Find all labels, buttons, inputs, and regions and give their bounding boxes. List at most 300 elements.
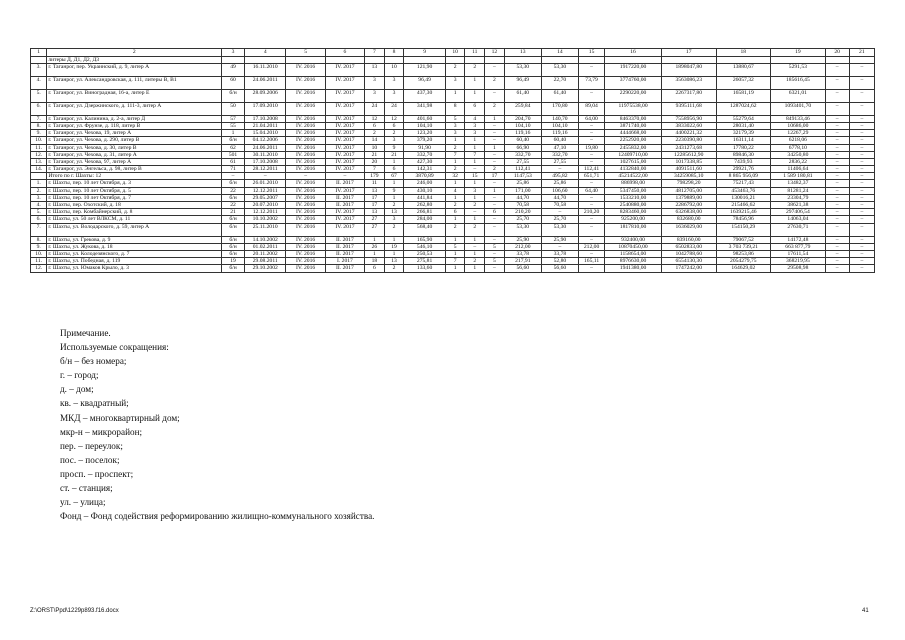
footer-file-path: Z:\ORST\Ppd\1229p893.f16.docx: [30, 608, 119, 614]
address-cell: г. Шахты, ул. Грекова, д. 9: [47, 236, 222, 243]
table-cell: 89,04: [578, 102, 604, 115]
table-cell: [849, 56, 874, 63]
table-cell: 19: [222, 258, 245, 265]
table-cell: 01.02.2011: [244, 243, 285, 250]
table-cell: 19,80: [578, 144, 604, 151]
table-cell: 2: [445, 144, 465, 151]
address-cell: г. Таганрог, ул. Чехова, д. 290, литер В: [47, 137, 222, 144]
table-cell: 3: [465, 187, 485, 194]
table-cell: –: [849, 166, 874, 173]
table-cell: 1042788,60: [661, 250, 716, 257]
table-cell: 53,30: [504, 223, 541, 236]
table-cell: 210,20: [504, 209, 541, 216]
table-cell: IV. 2016: [286, 243, 325, 250]
table-cell: 7: [445, 258, 465, 265]
table-cell: 1917220,00: [605, 63, 662, 76]
table-cell: –: [578, 236, 604, 243]
table-cell: [605, 56, 662, 63]
column-number-header: 4: [244, 49, 285, 57]
table-cell: 70,58: [504, 202, 541, 209]
table-cell: 5: [485, 258, 505, 265]
table-cell: –: [578, 216, 604, 223]
table-cell: 17: [365, 194, 385, 201]
table-cell: 10.10.2002: [244, 216, 285, 223]
table-cell: 17.09.2010: [244, 102, 285, 115]
table-cell: –: [825, 209, 849, 216]
table-cell: 3: [445, 76, 465, 89]
table-cell: 6: [384, 122, 404, 129]
table-cell: IV. 2016: [286, 166, 325, 173]
table-cell: 1747242,00: [661, 265, 716, 272]
table-cell: 1287024,62: [716, 102, 771, 115]
column-number-header: 7: [365, 49, 385, 57]
table-cell: б/н: [222, 194, 245, 201]
table-cell: 7.: [31, 115, 47, 122]
table-cell: 8463370,00: [605, 115, 662, 122]
table-cell: 1: [384, 194, 404, 201]
table-cell: 56,60: [504, 265, 541, 272]
table-cell: 1: [445, 216, 465, 223]
table-cell: 3: [384, 89, 404, 102]
table-cell: 19: [384, 243, 404, 250]
table-cell: 215466,62: [716, 202, 771, 209]
column-number-header: 16: [605, 49, 662, 57]
table-cell: [31, 56, 47, 63]
table-cell: –: [485, 216, 505, 223]
table-cell: [445, 56, 465, 63]
table-cell: 1379889,00: [661, 194, 716, 201]
table-cell: 651,71: [578, 173, 604, 180]
table-cell: 8976630,00: [605, 258, 662, 265]
table-cell: 12409710,00: [605, 151, 662, 158]
table-cell: 61: [222, 158, 245, 165]
table-cell: 10.: [31, 137, 47, 144]
table-cell: 22: [222, 202, 245, 209]
table-cell: –: [485, 151, 505, 158]
column-number-header: 6: [325, 49, 364, 57]
table-cell: 18: [365, 258, 385, 265]
table-cell: –: [485, 236, 505, 243]
table-cell: 10686,00: [771, 122, 826, 129]
table-cell: –: [825, 158, 849, 165]
table-cell: 29.10.2002: [244, 265, 285, 272]
table-cell: IV. 2016: [286, 209, 325, 216]
table-cell: 104,10: [404, 122, 445, 129]
table-cell: 546,10: [404, 243, 445, 250]
table-cell: 64,40: [578, 187, 604, 194]
table-cell: II. 2017: [325, 236, 364, 243]
table-cell: [384, 56, 404, 63]
table-row: [31, 216, 875, 223]
table-cell: –: [578, 151, 604, 158]
table-cell: 6: [485, 209, 505, 216]
address-cell: г. Шахты, ул. 50 лет ВЛКСМ, д. 11: [47, 216, 222, 223]
table-cell: 10: [384, 63, 404, 76]
table-cell: 453463,76: [716, 187, 771, 194]
table-cell: [244, 56, 285, 63]
table-cell: IV. 2017: [325, 151, 364, 158]
table-cell: 130016,21: [716, 194, 771, 201]
table-cell: 1: [222, 130, 245, 137]
table-cell: 7.: [31, 223, 47, 236]
table-row: [31, 180, 875, 187]
table-cell: 57: [222, 115, 245, 122]
table-cell: IV. 2017: [325, 130, 364, 137]
table-cell: 12: [365, 115, 385, 122]
table-cell: 27: [365, 216, 385, 223]
column-number-header: 12: [485, 49, 505, 57]
table-cell: 98253,86: [716, 250, 771, 257]
table-cell: 2: [384, 130, 404, 137]
table-cell: 53,30: [504, 63, 541, 76]
table-cell: 3833022,60: [661, 122, 716, 129]
table-row: [31, 187, 875, 194]
address-cell: Итого по г. Шахты: 12: [47, 173, 222, 180]
table-cell: 1: [465, 216, 485, 223]
address-cell: литеры Д, Д1, Д2, Д3: [47, 56, 222, 63]
table-cell: 17780,22: [716, 144, 771, 151]
table-cell: 3: [384, 137, 404, 144]
column-number-header: 15: [578, 49, 604, 57]
table-cell: –: [578, 202, 604, 209]
table-cell: 8.: [31, 236, 47, 243]
table-cell: –: [541, 243, 578, 250]
data-table: [30, 48, 875, 273]
table-cell: –: [849, 158, 874, 165]
table-cell: 61,40: [504, 89, 541, 102]
table-cell: –: [849, 180, 874, 187]
table-cell: IV. 2017: [325, 137, 364, 144]
table-cell: –: [849, 209, 874, 216]
table-cell: 1: [445, 180, 465, 187]
table-cell: 3: [465, 122, 485, 129]
table-cell: 17.10.2008: [244, 158, 285, 165]
table-cell: 2252920,00: [605, 137, 662, 144]
notes-line: ул. – улица;: [60, 497, 106, 508]
table-cell: 2: [365, 130, 385, 137]
table-cell: 13.: [31, 158, 47, 165]
table-cell: –: [825, 216, 849, 223]
address-cell: г. Шахты, пер. Охотский, д. 18: [47, 202, 222, 209]
table-cell: 2836,22: [771, 158, 826, 165]
table-cell: –: [578, 122, 604, 129]
table-cell: IV. 2017: [325, 209, 364, 216]
table-cell: 13: [384, 209, 404, 216]
table-cell: 1: [465, 76, 485, 89]
table-cell: 1898047,80: [661, 63, 716, 76]
notes-line: б/н – без номера;: [60, 356, 127, 367]
column-number-header: 20: [825, 49, 849, 57]
table-cell: IV. 2016: [286, 158, 325, 165]
table-cell: 1: [384, 180, 404, 187]
column-number-header: 5: [286, 49, 325, 57]
table-cell: IV. 2016: [286, 250, 325, 257]
table-cell: 112,41: [504, 166, 541, 173]
table-cell: –: [578, 63, 604, 76]
table-cell: 14.10.2002: [244, 236, 285, 243]
table-cell: 12267,29: [771, 130, 826, 137]
table-cell: II. 2017: [325, 180, 364, 187]
table-cell: 3: [365, 76, 385, 89]
table-row: [31, 243, 875, 250]
table-cell: 4812705,00: [661, 187, 716, 194]
table-row: [31, 258, 875, 265]
table-cell: 11975538,00: [605, 102, 662, 115]
table-cell: 2230390,80: [661, 137, 716, 144]
table-cell: 12.12.2011: [244, 187, 285, 194]
table-cell: б/н: [222, 236, 245, 243]
table-cell: 246,00: [404, 180, 445, 187]
table-cell: 96,49: [404, 76, 445, 89]
table-cell: 1: [485, 115, 505, 122]
table-cell: 56,60: [541, 265, 578, 272]
address-cell: г. Шахты, пер. Комбайнерский, д. 8: [47, 209, 222, 216]
table-cell: 5: [445, 243, 465, 250]
table-cell: 52,80: [541, 258, 578, 265]
table-cell: 24: [384, 102, 404, 115]
table-cell: 60: [222, 76, 245, 89]
table-cell: IV. 2016: [286, 258, 325, 265]
table-cell: 154150,29: [716, 223, 771, 236]
table-cell: 12.: [31, 151, 47, 158]
table-cell: 29508,98: [771, 265, 826, 272]
address-cell: г. Шахты, ул. Юмаков Крыло, д. 3: [47, 265, 222, 272]
table-cell: 13482,37: [771, 180, 826, 187]
table-cell: 23304,79: [771, 194, 826, 201]
table-cell: 1: [445, 89, 465, 102]
table-row: [31, 122, 875, 129]
table-cell: IV. 2017: [325, 216, 364, 223]
table-cell: 171,00: [504, 187, 541, 194]
notes-line: МКД – многоквартирный дом;: [60, 412, 180, 423]
table-cell: 22: [222, 187, 245, 194]
table-cell: 1: [465, 236, 485, 243]
table-cell: 1: [465, 89, 485, 102]
table-cell: 2: [485, 166, 505, 173]
table-cell: 1: [365, 250, 385, 257]
table-cell: 2: [445, 202, 465, 209]
column-number-header: 21: [849, 49, 874, 57]
table-cell: 4: [465, 115, 485, 122]
table-cell: 9: [384, 187, 404, 194]
table-cell: IV. 2017: [325, 76, 364, 89]
table-cell: 3774760,00: [605, 76, 662, 89]
table-cell: 1: [384, 158, 404, 165]
column-number-header: 3: [222, 49, 245, 57]
address-cell: г. Шахты, ул. Победная, д. 119: [47, 258, 222, 265]
table-cell: 3: [384, 76, 404, 89]
table-row: [31, 209, 875, 216]
address-cell: г. Шахты, ул. Жукова, д. 18: [47, 243, 222, 250]
table-cell: IV. 2016: [286, 76, 325, 89]
table-cell: IV. 2017: [325, 115, 364, 122]
table-cell: –: [849, 258, 874, 265]
table-cell: 1.: [31, 180, 47, 187]
table-cell: 332,70: [504, 151, 541, 158]
table-cell: 12.: [31, 265, 47, 272]
table-cell: 2455832,00: [605, 144, 662, 151]
table-row: [31, 63, 875, 76]
table-row: [31, 76, 875, 89]
table-cell: 1: [384, 236, 404, 243]
table-cell: –: [849, 76, 874, 89]
table-cell: 33,78: [504, 250, 541, 257]
table-cell: 112,41: [578, 166, 604, 173]
table-cell: [504, 56, 541, 63]
table-cell: IV. 2017: [325, 158, 364, 165]
table-cell: 1: [445, 236, 465, 243]
address-cell: г. Таганрог, ул. Чехова, 19, литер А: [47, 130, 222, 137]
table-cell: 495,82: [541, 173, 578, 180]
table-cell: б/н: [222, 180, 245, 187]
column-number-header: 10: [445, 49, 465, 57]
table-cell: 2: [384, 265, 404, 272]
table-cell: 2: [485, 102, 505, 115]
table-cell: 297406,54: [771, 209, 826, 216]
table-cell: 7: [365, 166, 385, 173]
table-cell: 4.: [31, 76, 47, 89]
table-cell: 2: [445, 63, 465, 76]
table-cell: 925200,00: [605, 216, 662, 223]
table-row: [31, 194, 875, 201]
notes-line: пос. – поселок;: [60, 454, 120, 465]
table-cell: 60,40: [504, 137, 541, 144]
table-cell: 13880,67: [716, 63, 771, 76]
table-cell: 368219,95: [771, 258, 826, 265]
table-cell: –: [849, 130, 874, 137]
table-row: [31, 130, 875, 137]
table-cell: 3: [365, 89, 385, 102]
table-cell: 1: [485, 144, 505, 151]
table-cell: 1: [465, 144, 485, 151]
table-cell: 12: [384, 115, 404, 122]
table-cell: 427,30: [404, 158, 445, 165]
table-cell: 4091511,60: [661, 166, 716, 173]
table-cell: IV. 2016: [286, 180, 325, 187]
table-cell: 4400221,32: [661, 130, 716, 137]
table-cell: IV. 2016: [286, 236, 325, 243]
table-cell: 91,90: [404, 144, 445, 151]
table-cell: 11.: [31, 144, 47, 151]
table-cell: –: [485, 202, 505, 209]
table-cell: –: [485, 137, 505, 144]
table-cell: II. 2017: [325, 194, 364, 201]
table-cell: 44,70: [541, 194, 578, 201]
table-cell: 3: [445, 122, 465, 129]
table-cell: 1: [445, 265, 465, 272]
table-row: [31, 223, 875, 236]
table-cell: 1017338,85: [661, 158, 716, 165]
table-cell: –: [849, 187, 874, 194]
table-cell: 2: [384, 202, 404, 209]
notes-line: просп. – проспект;: [60, 468, 134, 479]
table-cell: 1: [465, 158, 485, 165]
table-cell: 15.04.2010: [244, 130, 285, 137]
column-number-header: 8: [384, 49, 404, 57]
table-cell: –: [825, 173, 849, 180]
table-cell: 3: [384, 216, 404, 223]
table-cell: 2540880,00: [605, 202, 662, 209]
notes-line: пер. – переулок;: [60, 440, 123, 451]
table-cell: [365, 56, 385, 63]
address-cell: г. Таганрог, ул. Дзержинского, д. 111-3, литер А: [47, 102, 222, 115]
table-cell: 13: [365, 209, 385, 216]
table-cell: IV. 2017: [325, 144, 364, 151]
table-cell: 8 865 956,09: [716, 173, 771, 180]
table-cell: 1: [445, 194, 465, 201]
table-row: [31, 56, 875, 63]
table-cell: 25.11.2010: [244, 223, 285, 236]
address-cell: г. Шахты, пер. 10 лет Октября, д. 7: [47, 194, 222, 201]
table-cell: 1636029,00: [661, 223, 716, 236]
table-cell: 6: [365, 122, 385, 129]
table-cell: 27630,71: [771, 223, 826, 236]
table-cell: 7558956,90: [661, 115, 716, 122]
table-cell: –: [578, 194, 604, 201]
table-cell: 21: [384, 151, 404, 158]
table-cell: б/н: [222, 137, 245, 144]
table-cell: 28.12.2011: [244, 166, 285, 173]
table-cell: II. 2017: [325, 243, 364, 250]
table-cell: –: [465, 243, 485, 250]
table-cell: –: [485, 130, 505, 137]
column-number-header: 2: [47, 49, 222, 57]
table-cell: 24.06.2011: [244, 76, 285, 89]
address-cell: г. Таганрог, ул. Энгельса, д. 98, литер В: [47, 166, 222, 173]
table-cell: 165,90: [404, 236, 445, 243]
footer-page-number: 41: [862, 608, 869, 614]
table-cell: [465, 56, 485, 63]
table-cell: 53,30: [541, 223, 578, 236]
table-cell: 4132840,00: [605, 166, 662, 173]
table-cell: 1941380,00: [605, 265, 662, 272]
table-cell: 568,40: [404, 223, 445, 236]
column-number-header: 17: [661, 49, 716, 57]
table-cell: 10870450,00: [605, 243, 662, 250]
table-cell: IV. 2016: [286, 194, 325, 201]
table-cell: 7: [465, 151, 485, 158]
table-cell: [716, 56, 771, 63]
table-cell: 20.11.2002: [244, 250, 285, 257]
table-cell: –: [849, 194, 874, 201]
table-cell: –: [825, 187, 849, 194]
table-cell: 165,11: [578, 258, 604, 265]
table-cell: –: [578, 265, 604, 272]
notes-heading: Примечание.: [60, 328, 111, 338]
table-cell: –: [578, 130, 604, 137]
table-cell: 284,00: [404, 216, 445, 223]
table-cell: 60,40: [541, 137, 578, 144]
table-cell: –: [825, 130, 849, 137]
table-cell: –: [244, 173, 285, 180]
table-cell: 16.11.2010: [244, 63, 285, 76]
table-cell: IV. 2016: [286, 216, 325, 223]
table-cell: 5: [445, 115, 465, 122]
table-cell: –: [849, 202, 874, 209]
table-cell: 2431273,68: [661, 144, 716, 151]
table-cell: 932400,00: [605, 236, 662, 243]
table-row: [31, 158, 875, 165]
table-cell: 55: [222, 122, 245, 129]
table-cell: 25,86: [541, 180, 578, 187]
table-cell: 3.: [31, 194, 47, 201]
table-header-row: [31, 49, 875, 57]
table-cell: IV. 2016: [286, 137, 325, 144]
table-cell: 12.12.2011: [244, 209, 285, 216]
table-cell: 2054279,75: [716, 258, 771, 265]
table-cell: –: [849, 223, 874, 236]
table-cell: 179: [365, 173, 385, 180]
